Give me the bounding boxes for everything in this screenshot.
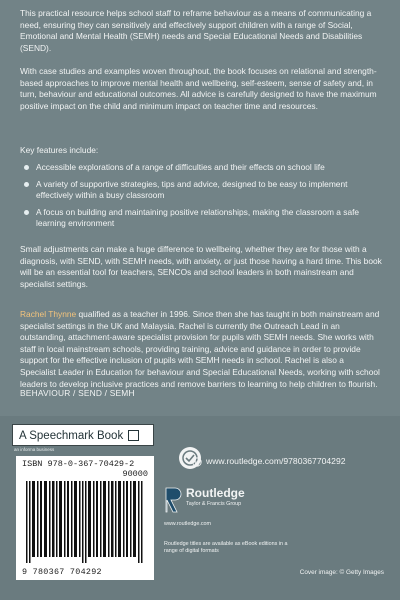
subject-categories: BEHAVIOUR / SEND / SEMH	[20, 388, 135, 398]
isbn-barcode	[16, 456, 154, 580]
routledge-name: Routledge	[186, 486, 245, 500]
author-bio	[20, 309, 382, 390]
speechmark-logo: A Speechmark Book	[12, 424, 154, 446]
bullet-icon	[24, 210, 29, 215]
speechmark-mark-icon	[128, 430, 139, 441]
globe-icon	[192, 457, 202, 467]
author-bio-text: qualified as a teacher in 1996. Since then she has taught in both mainstream and specialist settings in the UK and Malaysia. Rachel is currently the Outreach Lead in an outstanding, attachment-aware specialist provision for pupils with SEMH needs. She works with staff in local mainstream schools, providing training, advice and guidance in order to provide support for the effective inclusion of pupils with SEMH needs in school. Rachel is also a Specialist Leader in Education for behaviour and Special Educational Needs, working with school leaders to develop inclusive practices and remove barriers to learning to help children to flourish.	[20, 309, 380, 389]
key-features-list	[22, 162, 377, 235]
isbn-number: 9 780367 704292	[22, 567, 102, 577]
ebook-note: Routledge titles are available as eBook editions in a range of digital formats	[164, 541, 288, 554]
blurb-paragraph-1: This practical resource helps school staff to reframe behaviour as a means of communicating a need, ensuring they can sensitively and effectively support children with a range of Social, Emotional and Mental Health (SEMH) needs and Special Educational Needs and Disabilities (SEND).	[20, 8, 372, 53]
isbn-label: ISBN 978-0-367-70429-2	[22, 459, 135, 469]
bullet-icon	[24, 165, 29, 170]
routledge-logo-icon	[164, 486, 182, 514]
barcode-bars-icon	[26, 481, 144, 563]
feature-item: A focus on building and maintaining positive relationships, making the classroom a safe learning environment	[22, 207, 377, 230]
blurb-paragraph-2: With case studies and examples woven throughout, the book focuses on relational and strength-based approaches to improve mental health and wellbeing, self-esteem, sense of safety and, in turn, behaviour and educational outcomes. All advice is carefully designed to have the maximum positive impact on the child and minimum impact on teacher time and resources.	[20, 66, 377, 111]
key-features-heading: Key features include:	[20, 145, 99, 155]
author-name: Rachel Thynne	[20, 309, 77, 319]
routledge-group: Taylor & Francis Group	[186, 501, 242, 507]
informa-tagline: an informa business	[14, 447, 55, 452]
feature-item: A variety of supportive strategies, tips and advice, designed to be easy to implement effectively within a busy classroom	[22, 179, 377, 202]
book-website-link[interactable]: www.routledge.com/9780367704292	[206, 456, 346, 466]
blurb-paragraph-3: Small adjustments can make a huge difference to wellbeing, whether they are for those with a diagnosis, with SEND, with SEMH needs, with anxiety, or just those having a hard time. This book will be an essential tool for teachers, SENCOs and school leaders in both mainstream and specialist settings.	[20, 244, 382, 289]
price-code: 90000	[122, 469, 148, 479]
cover-image-credit: Cover image: © Getty Images	[299, 569, 384, 576]
feature-item: Accessible explorations of a range of difficulties and their effects on school life	[22, 162, 377, 174]
routledge-website[interactable]: www.routledge.com	[164, 521, 212, 527]
bullet-icon	[24, 182, 29, 187]
